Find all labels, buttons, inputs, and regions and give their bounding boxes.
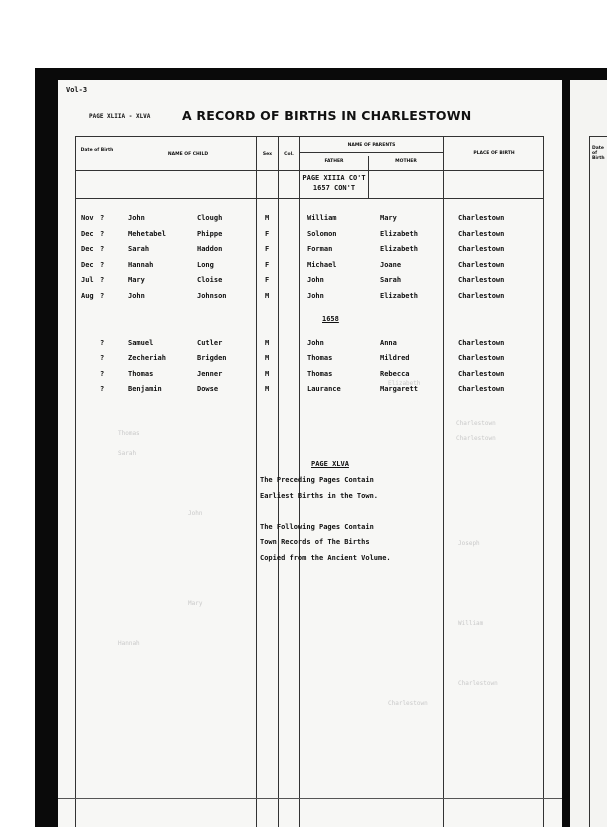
record-first: John — [128, 292, 145, 300]
ghost-text: Charlestown — [458, 680, 498, 687]
rule-continuation — [75, 198, 543, 199]
record-first: Zecheriah — [128, 354, 166, 363]
record-father: John — [307, 276, 324, 285]
record-father: John — [307, 339, 324, 347]
record-day: ? — [100, 245, 105, 254]
record-first: Samuel — [128, 339, 154, 347]
record-sex: M — [265, 292, 270, 300]
record-sex: M — [265, 384, 270, 393]
record-father: Solomon — [307, 229, 337, 238]
record-father: John — [307, 292, 324, 300]
continuation-line-1: PAGE XIIIA CO'T — [302, 174, 366, 182]
record-place: Charlestown — [458, 354, 505, 363]
record-place: Charlestown — [458, 245, 505, 254]
record-first: Hannah — [128, 260, 154, 269]
record-month: Dec — [81, 229, 94, 238]
record-mother: Margarett — [380, 384, 418, 393]
record-place: Charlestown — [458, 292, 505, 300]
record-month: Nov — [81, 214, 94, 222]
rule-parents — [299, 152, 443, 153]
record-first: Thomas — [128, 369, 154, 378]
rule-footer — [58, 798, 562, 799]
record-father: Thomas — [307, 354, 333, 363]
record-sex: M — [265, 369, 270, 378]
ghost-text: Joseph — [458, 540, 480, 547]
record-day: ? — [100, 384, 105, 393]
record-mother: Rebecca — [380, 369, 410, 378]
record-day: ? — [100, 292, 105, 300]
rule-right — [543, 136, 544, 827]
record-father: Thomas — [307, 369, 333, 378]
record-last: Phippe — [197, 229, 223, 238]
record-first: Mary — [128, 276, 145, 285]
adjacent-rule-top — [589, 136, 607, 137]
ghost-text: Mary — [188, 600, 203, 607]
continuation-note — [300, 173, 368, 193]
header-father: FATHER — [324, 159, 344, 164]
note-line-3: The Following Pages Contain — [260, 523, 374, 531]
ghost-text: John — [188, 510, 203, 517]
record-mother: Joane — [380, 260, 402, 269]
record-mother: Elizabeth — [380, 292, 418, 300]
ghost-text: Sarah — [118, 450, 137, 457]
record-last: Dowse — [197, 384, 219, 393]
continuation-line-2: 1657 CON'T — [312, 184, 356, 192]
header-parents: NAME OF PARENTS — [347, 143, 396, 148]
note-heading: PAGE XLVA — [311, 460, 349, 468]
ghost-text: Elizabeth — [388, 380, 421, 387]
record-last: Haddon — [197, 245, 223, 254]
record-sex: M — [265, 339, 270, 347]
record-month: Aug — [81, 292, 94, 300]
record-last: Long — [197, 260, 214, 269]
record-last: Cloise — [197, 276, 223, 285]
record-month: Jul — [81, 276, 94, 285]
header-mother: MOTHER — [395, 159, 417, 164]
note-line-4: Town Records of The Births — [260, 538, 370, 546]
ghost-text: Thomas — [118, 430, 140, 437]
year-heading-1658: 1658 — [322, 315, 339, 323]
record-last: Jenner — [197, 369, 223, 378]
record-day: ? — [100, 229, 105, 238]
register-page — [58, 80, 562, 827]
header-date: Date of Birth — [80, 148, 114, 153]
record-mother: Elizabeth — [380, 245, 418, 254]
record-place: Charlestown — [458, 260, 505, 269]
ghost-text: William — [458, 620, 484, 627]
record-place: Charlestown — [458, 369, 505, 378]
header-col: Col. — [284, 152, 294, 157]
record-place: Charlestown — [458, 339, 505, 347]
record-day: ? — [100, 354, 105, 363]
record-sex: F — [265, 276, 270, 285]
record-sex: M — [265, 214, 270, 222]
record-father: Laurance — [307, 384, 341, 393]
record-sex: M — [265, 354, 270, 363]
note-line-2: Earliest Births in the Town. — [260, 492, 379, 500]
record-mother: Mary — [380, 214, 397, 222]
record-place: Charlestown — [458, 229, 505, 238]
record-day: ? — [100, 260, 105, 269]
record-first: Sarah — [128, 245, 150, 254]
record-mother: Anna — [380, 339, 397, 347]
note-line-1: The Preceding Pages Contain — [260, 476, 374, 484]
record-place: Charlestown — [458, 276, 505, 285]
volume-label: Vol-3 — [66, 86, 88, 94]
record-last: Cutler — [197, 339, 223, 347]
record-day: ? — [100, 276, 105, 285]
record-last: Clough — [197, 214, 223, 222]
record-mother: Mildred — [380, 354, 410, 363]
record-last: Brigden — [197, 354, 227, 363]
record-month: Dec — [81, 260, 94, 269]
record-last: Johnson — [197, 292, 227, 300]
record-father: Michael — [307, 260, 337, 269]
rule-header-bottom — [75, 170, 543, 171]
header-child: NAME OF CHILD — [167, 152, 209, 157]
record-sex: F — [265, 245, 270, 254]
ghost-text: Charlestown — [456, 435, 496, 442]
record-sex: F — [265, 229, 270, 238]
adjacent-page — [570, 80, 607, 827]
record-day: ? — [100, 339, 105, 347]
record-father: William — [307, 214, 337, 222]
record-place: Charlestown — [458, 214, 505, 222]
ghost-text: Charlestown — [456, 420, 496, 427]
rule-left — [75, 136, 76, 827]
rule-top — [75, 136, 543, 137]
record-mother: Sarah — [380, 276, 402, 285]
record-father: Forman — [307, 245, 333, 254]
rule-place-left — [443, 136, 444, 827]
record-month: Dec — [81, 245, 94, 254]
record-first: Benjamin — [128, 384, 162, 393]
adjacent-page-header: Date of Birth — [592, 146, 605, 161]
record-mother: Elizabeth — [380, 229, 418, 238]
ghost-text: Charlestown — [388, 700, 428, 707]
record-first: Mehetabel — [128, 229, 166, 238]
record-sex: F — [265, 260, 270, 269]
ghost-text: Hannah — [118, 640, 140, 647]
page-title: A RECORD OF BIRTHS IN CHARLESTOWN — [182, 108, 472, 123]
note-line-5: Copied from the Ancient Volume. — [260, 554, 391, 562]
page-code: PAGE XLIIA - XLVA — [89, 113, 151, 120]
record-day: ? — [100, 369, 105, 378]
rule-sex-left — [256, 136, 257, 827]
header-sex: Sex — [262, 152, 273, 157]
header-place: PLACE OF BIRTH — [473, 151, 515, 156]
record-first: John — [128, 214, 145, 222]
record-day: ? — [100, 214, 105, 222]
record-place: Charlestown — [458, 384, 505, 393]
adjacent-rule — [589, 136, 590, 827]
